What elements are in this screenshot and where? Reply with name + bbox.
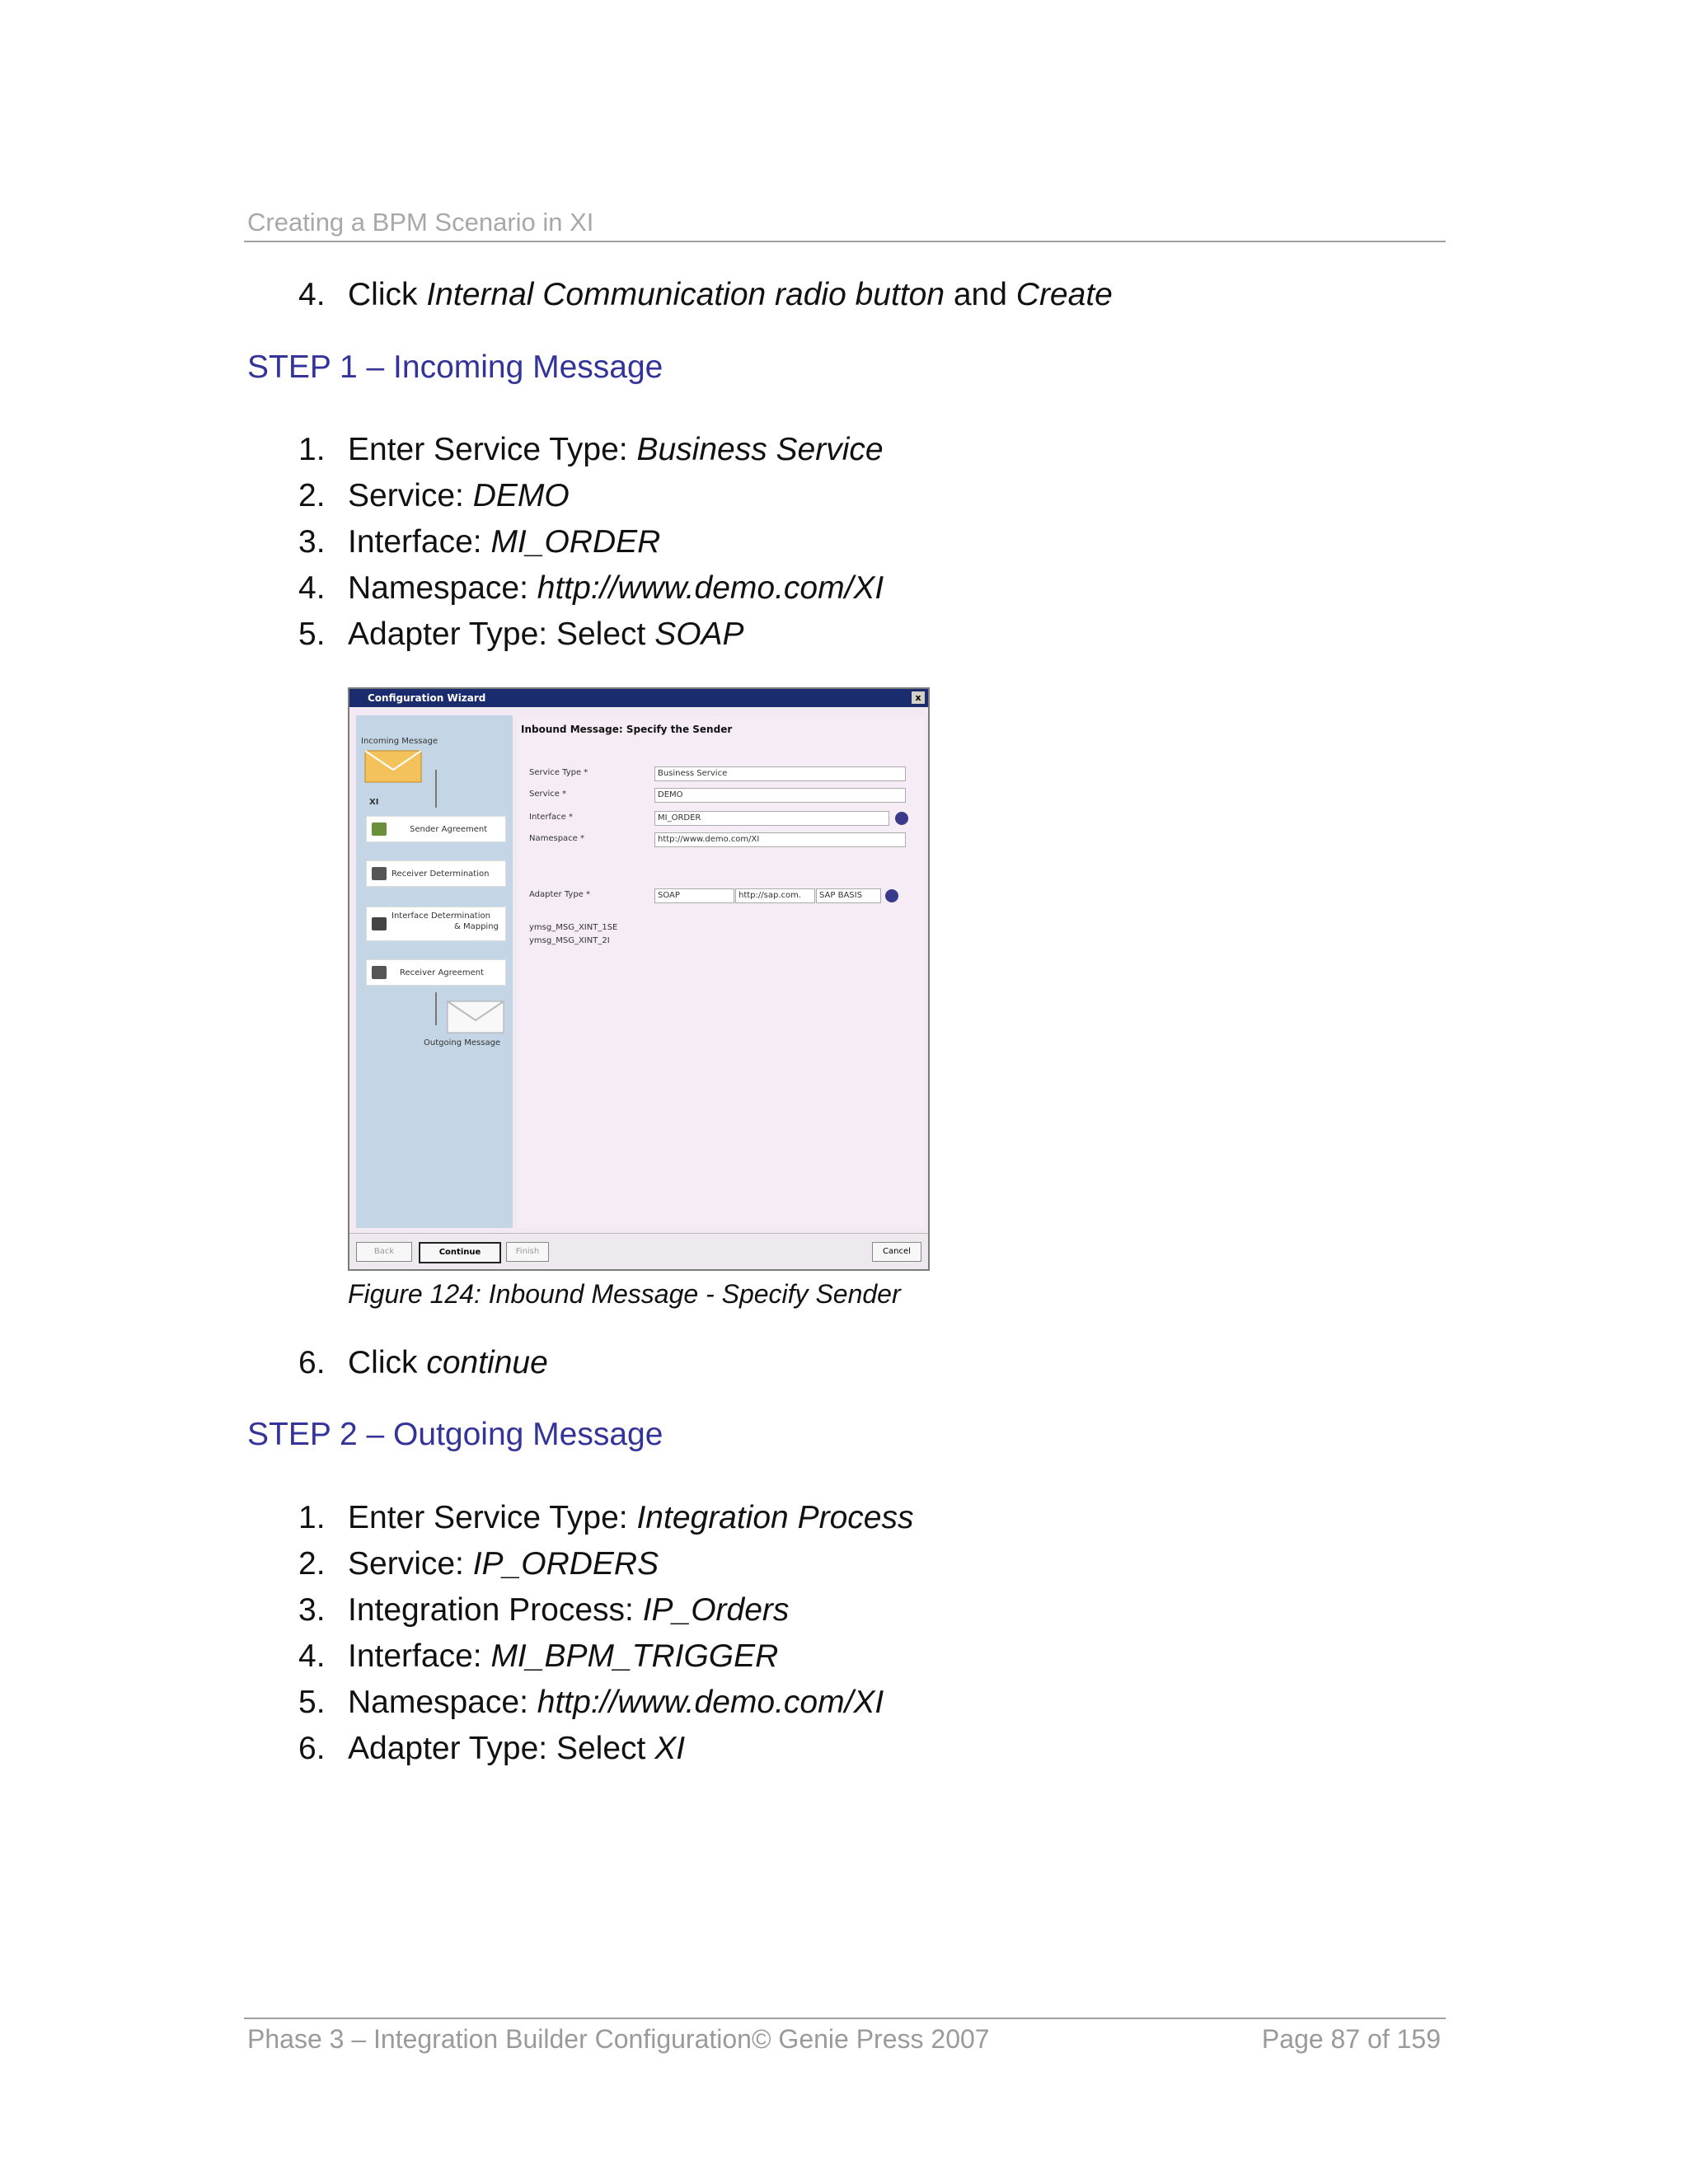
wizard-sidebar [356, 715, 513, 1228]
node-interface-determination [366, 907, 506, 941]
service-field: DEMO [654, 788, 906, 803]
agreement-icon [372, 966, 387, 979]
item-value: SOAP [654, 616, 744, 652]
wizard-heading: Inbound Message: Specify the Sender [521, 724, 733, 735]
continue-button: Continue [419, 1242, 501, 1263]
list-item [298, 1640, 778, 1672]
headset-icon [372, 917, 387, 930]
node-receiver-agreement [366, 959, 506, 986]
step-emphasis: continue [426, 1345, 548, 1380]
step2-heading: STEP 2 – Outgoing Message [247, 1417, 663, 1452]
field-label: Service Type * [529, 768, 588, 777]
item-value: Integration Process [636, 1500, 914, 1535]
wizard-button-bar [349, 1233, 928, 1270]
close-icon: x [912, 691, 925, 704]
flow-arrow [435, 770, 437, 808]
node-label: Sender Agreement [410, 825, 488, 834]
item-value: IP_Orders [642, 1592, 790, 1628]
page-number: Page 87 of 159 [1261, 2024, 1441, 2054]
agreement-icon [372, 823, 387, 836]
list-item [298, 1594, 789, 1626]
intro-step [298, 279, 1113, 311]
finish-button: Finish [506, 1242, 549, 1262]
xi-label: XI [369, 798, 379, 807]
step-text: Click [348, 277, 427, 312]
envelope-icon [364, 750, 422, 783]
help-icon [885, 889, 898, 902]
running-header: Creating a BPM Scenario in XI [247, 208, 594, 237]
wizard-title-bar [349, 689, 928, 707]
field-label: Namespace * [529, 834, 585, 843]
step-text: and [945, 277, 1016, 312]
node-label: Receiver Agreement [400, 968, 484, 977]
list-number: 5. [298, 616, 326, 652]
item-value: MI_BPM_TRIGGER [490, 1638, 779, 1674]
sidebar-outgoing-label: Outgoing Message [424, 1038, 501, 1047]
item-label: Enter Service Type: [348, 1500, 637, 1535]
wizard-main [518, 715, 925, 1228]
step-text: Click [348, 1345, 427, 1380]
list-number: 2. [298, 478, 326, 513]
adapter-component-field: SAP BASIS [816, 888, 881, 903]
item-label: Enter Service Type: [348, 432, 637, 467]
list-number: 1. [298, 1500, 326, 1535]
footer-rule [244, 2018, 1446, 2019]
node-label: Interface Determination [392, 912, 490, 921]
item-label: Integration Process: [348, 1592, 643, 1628]
list-item [298, 1732, 685, 1765]
flow-arrow [435, 992, 437, 1025]
list-number: 4. [298, 277, 326, 312]
step1-heading: STEP 1 – Incoming Message [247, 349, 663, 385]
item-value: IP_ORDERS [472, 1546, 659, 1582]
item-label: Namespace: [348, 570, 537, 606]
item-label: Interface: [348, 1638, 491, 1674]
list-number: 3. [298, 1592, 326, 1628]
sidebar-incoming-label: Incoming Message [361, 737, 438, 746]
item-value: DEMO [472, 478, 570, 513]
adapter-type-field: SOAP [654, 888, 734, 903]
item-value: http://www.demo.com/XI [537, 570, 884, 606]
interface-field: MI_ORDER [654, 811, 889, 826]
list-number: 6. [298, 1345, 326, 1380]
list-number: 4. [298, 570, 326, 606]
step-emphasis: Internal Communication radio button [426, 277, 945, 312]
item-value: MI_ORDER [490, 524, 661, 560]
list-number: 6. [298, 1731, 326, 1766]
cancel-button: Cancel [872, 1242, 921, 1262]
footer-left: Phase 3 – Integration Builder Configuration© Genie Press 2007 [247, 2024, 990, 2054]
list-item [298, 480, 570, 512]
list-item [298, 618, 744, 650]
namespace-field: http://www.demo.com/XI [654, 832, 906, 847]
list-item [298, 526, 660, 558]
list-item [298, 1548, 659, 1580]
envelope-icon [447, 1001, 504, 1033]
header-rule [244, 241, 1446, 242]
node-receiver-determination [366, 860, 506, 887]
item-label: Namespace: [348, 1685, 537, 1720]
item-label: Interface: [348, 524, 491, 560]
list-number: 5. [298, 1685, 326, 1720]
node-sender-agreement [366, 816, 506, 842]
step-emphasis: Create [1015, 277, 1113, 312]
wizard-screenshot [348, 687, 930, 1271]
wizard-title: Configuration Wizard [368, 692, 486, 704]
item-label: Adapter Type: Select [348, 616, 655, 652]
note-text: ymsg_MSG_XINT_1SE [529, 923, 618, 932]
list-item [298, 1502, 913, 1534]
item-value: Business Service [636, 432, 884, 467]
field-label: Interface * [529, 813, 573, 822]
node-label: Receiver Determination [392, 869, 490, 879]
adapter-namespace-field: http://sap.com. [735, 888, 815, 903]
list-number: 4. [298, 1638, 326, 1674]
help-icon [895, 812, 908, 825]
list-item [298, 1686, 884, 1718]
node-label: & Mapping [454, 922, 499, 931]
field-label: Adapter Type * [529, 890, 590, 899]
field-label: Service * [529, 790, 567, 799]
figure-caption: Figure 124: Inbound Message - Specify Sender [348, 1279, 901, 1309]
item-value: http://www.demo.com/XI [537, 1685, 884, 1720]
list-item [298, 572, 884, 604]
item-label: Adapter Type: Select [348, 1731, 655, 1766]
list-item [298, 434, 884, 466]
continue-step [298, 1347, 548, 1379]
list-number: 3. [298, 524, 326, 560]
note-text: ymsg_MSG_XINT_2I [529, 936, 610, 945]
list-number: 2. [298, 1546, 326, 1582]
item-label: Service: [348, 478, 473, 513]
determination-icon [372, 867, 387, 880]
item-label: Service: [348, 1546, 473, 1582]
service-type-field: Business Service [654, 766, 906, 781]
item-value: XI [654, 1731, 686, 1766]
back-button: Back [356, 1242, 412, 1262]
list-number: 1. [298, 432, 326, 467]
